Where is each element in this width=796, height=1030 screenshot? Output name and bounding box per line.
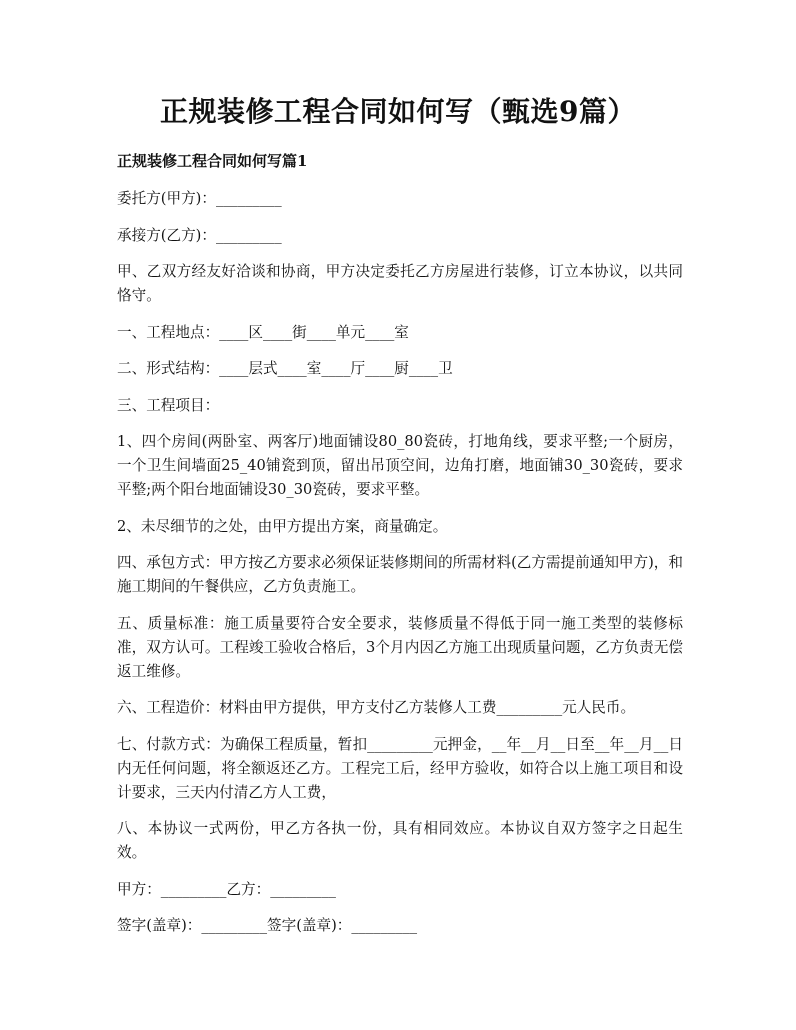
clause-payment: 七、付款方式：为确保工程质量，暂扣_________元押金，__年__月__日至__年__月__日内无任何问题，将全额返还乙方。工程完工后，经甲方验收，如符合以上施工项目和设计要求，三天内付清乙方人工费， — [117, 735, 683, 801]
clause-location: 一、工程地点：____区____街____单元____室 — [117, 323, 409, 341]
clause-contract-method: 四、承包方式：甲方按乙方要求必须保证装修期间的所需材料(乙方需提前通知甲方)，和施工期间的午餐供应，乙方负责施工。 — [117, 554, 683, 595]
clause-project-cost: 六、工程造价：材料由甲方提供，甲方支付乙方装修人工费_________元人民币。 — [117, 699, 636, 716]
party-a-line: 委托方(甲方)：_________ — [117, 190, 282, 207]
project-item-2: 2、未尽细节的之处，由甲方提出方案，商量确定。 — [117, 517, 448, 535]
signature-parties-line: 甲方：_________乙方：_________ — [117, 880, 336, 898]
project-item-1: 1、四个房间(两卧室、两客厅)地面铺设80_80瓷砖，打地角线，要求平整;一个厨房，一个卫生间墙面25_40铺瓷到顶，留出吊顶空间，边角打磨，地面铺30_30瓷砖，要求平整;两个阳台地面铺设30_30瓷砖，要求平整。 — [117, 433, 683, 498]
signature-seal-line: 签字(盖章)：_________签字(盖章)：_________ — [117, 917, 418, 934]
preamble-paragraph: 甲、乙双方经友好洽谈和协商，甲方决定委托乙方房屋进行装修，订立本协议，以共同恪守。 — [117, 263, 683, 304]
party-b-line: 承接方(乙方)：_________ — [117, 226, 282, 244]
section-heading: 正规装修工程合同如何写篇1 — [117, 152, 308, 170]
clause-quality-standard: 五、质量标准：施工质量要符合安全要求，装修质量不得低于同一施工类型的装修标准，双方认可。工程竣工验收合格后，3个月内因乙方施工出现质量问题，乙方负责无偿返工维修。 — [117, 614, 683, 680]
clause-copies: 八、本协议一式两份，甲乙方各执一份，具有相同效应。本协议自双方签字之日起生效。 — [117, 820, 683, 861]
clause-structure: 二、形式结构：____层式____室____厅____厨____卫 — [117, 360, 453, 377]
document-title: 正规装修工程合同如何写（甄选9篇） — [160, 95, 636, 128]
clause-project-heading: 三、工程项目： — [117, 396, 220, 414]
contract-body — [117, 187, 683, 951]
